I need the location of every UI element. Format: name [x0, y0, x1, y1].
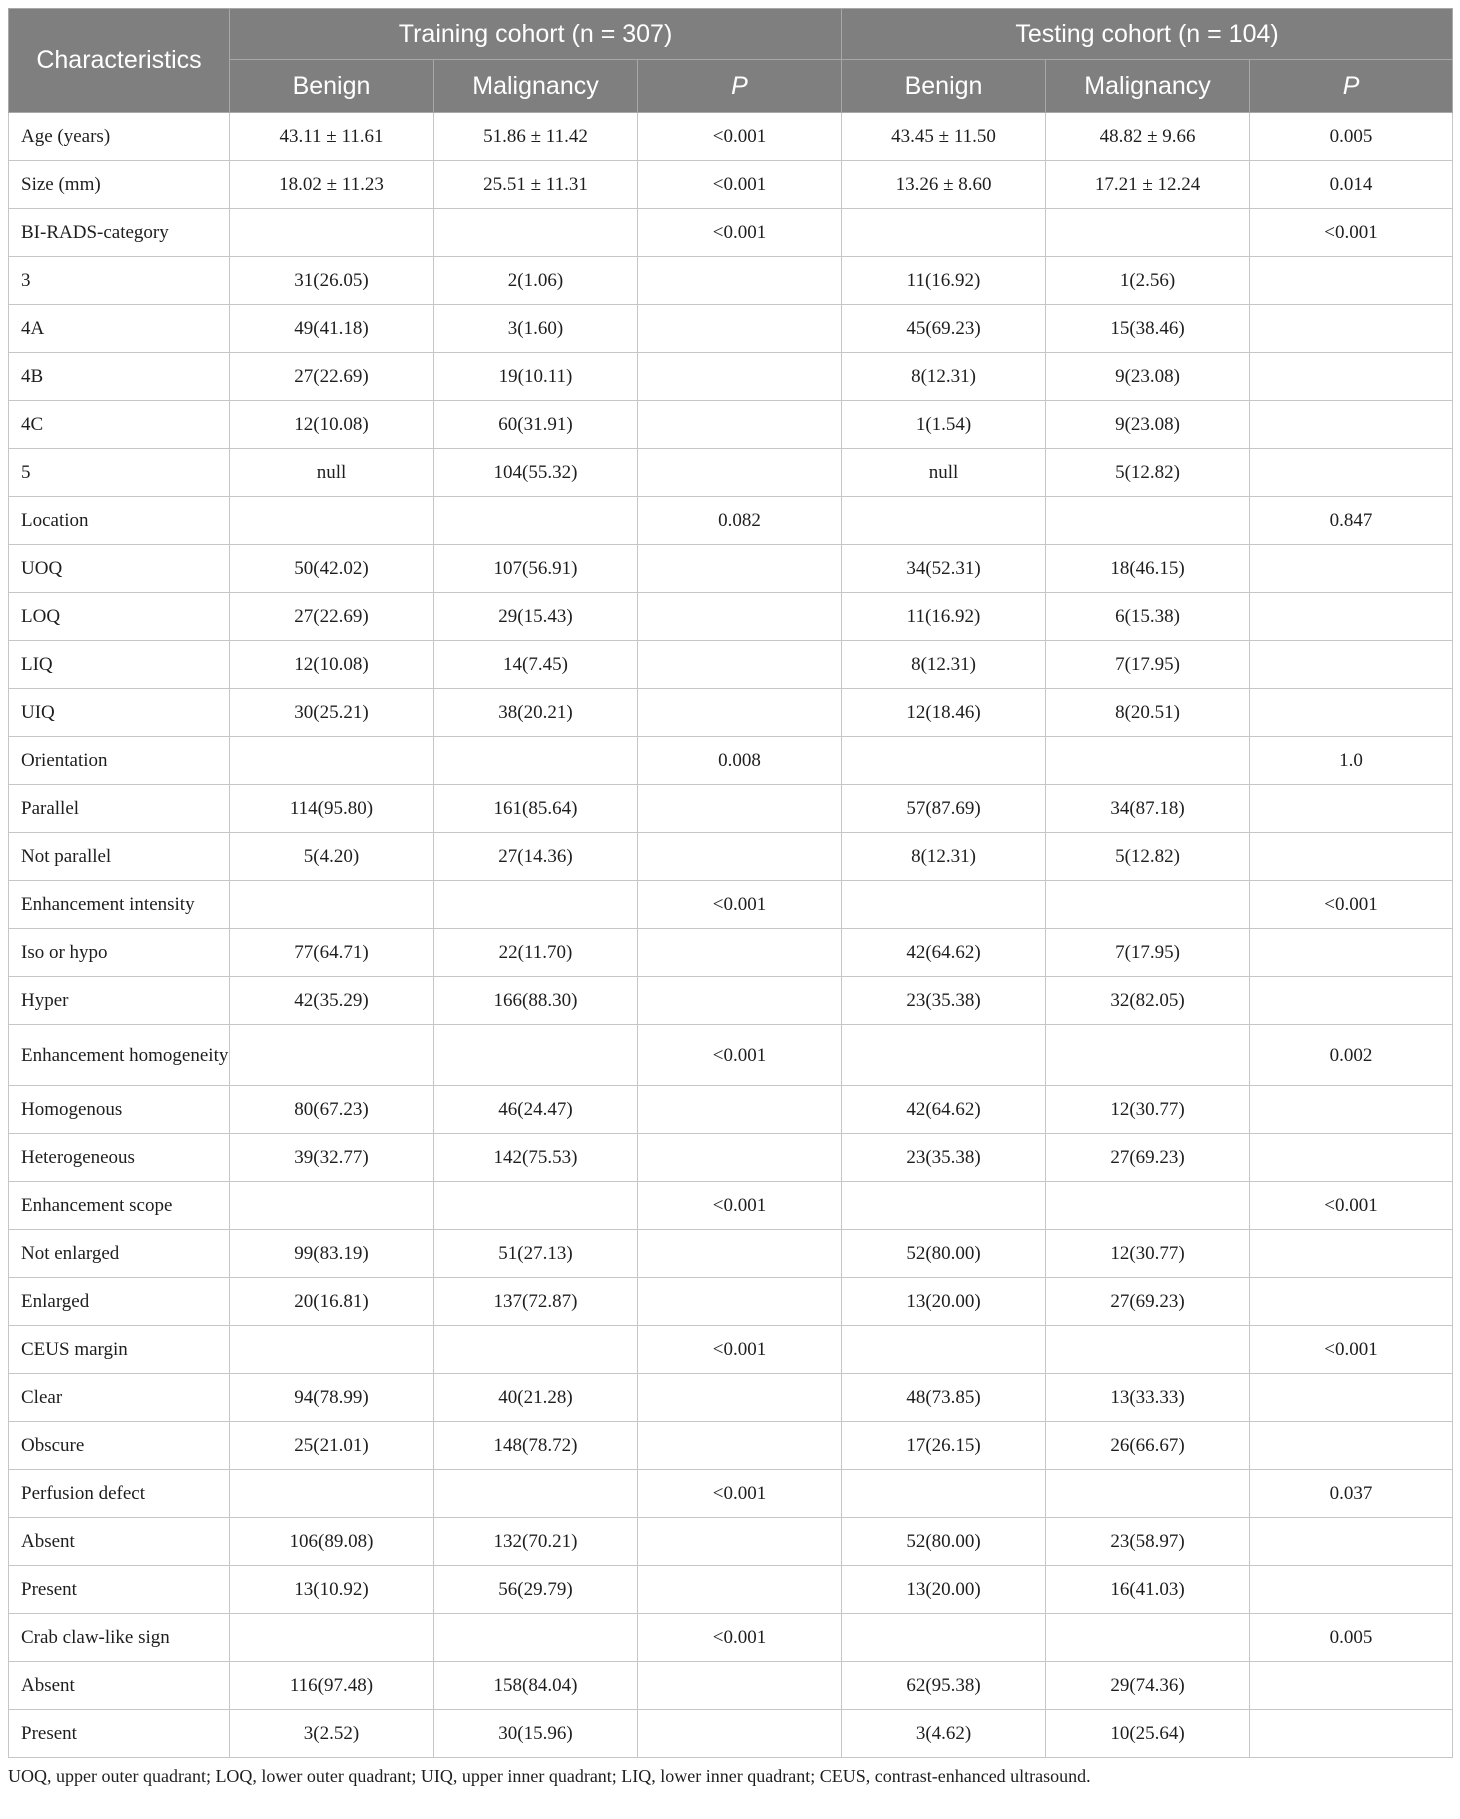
cell-training-benign: 27(22.69) [230, 353, 434, 401]
table-row [9, 497, 1453, 545]
cell-testing-p [1250, 449, 1453, 497]
row-label: UIQ [9, 689, 230, 737]
cell-training-malignancy: 104(55.32) [434, 449, 638, 497]
cell-testing-p [1250, 305, 1453, 353]
cell-testing-p [1250, 257, 1453, 305]
cell-testing-p: <0.001 [1250, 1326, 1453, 1374]
cell-testing-benign [842, 1326, 1046, 1374]
cell-testing-malignancy: 5(12.82) [1046, 449, 1250, 497]
cell-testing-malignancy: 15(38.46) [1046, 305, 1250, 353]
cell-testing-p [1250, 1662, 1453, 1710]
cell-training-p: <0.001 [638, 881, 842, 929]
cell-training-malignancy: 51.86 ± 11.42 [434, 113, 638, 161]
cell-training-benign: 94(78.99) [230, 1374, 434, 1422]
cell-testing-p [1250, 1710, 1453, 1758]
table-row [9, 1470, 1453, 1518]
cell-training-benign: 25(21.01) [230, 1422, 434, 1470]
cell-testing-benign: 57(87.69) [842, 785, 1046, 833]
cell-testing-malignancy [1046, 881, 1250, 929]
cell-testing-malignancy: 10(25.64) [1046, 1710, 1250, 1758]
cell-training-benign: 42(35.29) [230, 977, 434, 1025]
table-row [9, 1326, 1453, 1374]
cell-testing-p [1250, 593, 1453, 641]
table-row [9, 1518, 1453, 1566]
cell-training-malignancy: 3(1.60) [434, 305, 638, 353]
cell-testing-malignancy: 29(74.36) [1046, 1662, 1250, 1710]
table-row [9, 545, 1453, 593]
cell-training-p [638, 977, 842, 1025]
cell-testing-malignancy [1046, 209, 1250, 257]
row-label: LOQ [9, 593, 230, 641]
cell-testing-benign [842, 881, 1046, 929]
row-label: Enlarged [9, 1278, 230, 1326]
cell-training-p: <0.001 [638, 1326, 842, 1374]
cell-testing-p [1250, 1518, 1453, 1566]
cell-testing-malignancy: 12(30.77) [1046, 1230, 1250, 1278]
table-row [9, 353, 1453, 401]
cell-testing-malignancy: 12(30.77) [1046, 1086, 1250, 1134]
cell-testing-p [1250, 929, 1453, 977]
cell-training-p [638, 1422, 842, 1470]
row-label: Crab claw-like sign [9, 1614, 230, 1662]
cell-training-p [638, 1710, 842, 1758]
cell-testing-benign: 43.45 ± 11.50 [842, 113, 1046, 161]
cell-testing-malignancy: 48.82 ± 9.66 [1046, 113, 1250, 161]
cell-training-benign: 20(16.81) [230, 1278, 434, 1326]
header-training-cohort: Training cohort (n = 307) [230, 9, 842, 60]
cell-training-benign: 27(22.69) [230, 593, 434, 641]
cell-training-benign: 13(10.92) [230, 1566, 434, 1614]
cell-training-malignancy [434, 1614, 638, 1662]
table-row [9, 737, 1453, 785]
cell-testing-p [1250, 1422, 1453, 1470]
cell-testing-p: 1.0 [1250, 737, 1453, 785]
row-label: Size (mm) [9, 161, 230, 209]
cell-testing-malignancy: 16(41.03) [1046, 1566, 1250, 1614]
row-label: Age (years) [9, 113, 230, 161]
table-row [9, 833, 1453, 881]
row-label: Not enlarged [9, 1230, 230, 1278]
header-testing-malignancy: Malignancy [1046, 60, 1250, 113]
cell-testing-p [1250, 1134, 1453, 1182]
cell-testing-malignancy: 6(15.38) [1046, 593, 1250, 641]
cell-training-benign: 99(83.19) [230, 1230, 434, 1278]
cell-training-malignancy: 161(85.64) [434, 785, 638, 833]
cell-training-benign: 12(10.08) [230, 641, 434, 689]
row-label: 4A [9, 305, 230, 353]
row-label: Absent [9, 1662, 230, 1710]
table-container [8, 8, 1452, 1787]
cell-testing-malignancy: 17.21 ± 12.24 [1046, 161, 1250, 209]
row-label: Obscure [9, 1422, 230, 1470]
cell-training-p [638, 689, 842, 737]
header-training-benign: Benign [230, 60, 434, 113]
cell-training-benign: 43.11 ± 11.61 [230, 113, 434, 161]
row-label: Perfusion defect [9, 1470, 230, 1518]
characteristics-table [8, 8, 1453, 1758]
cell-training-p [638, 449, 842, 497]
cell-testing-benign: 13(20.00) [842, 1566, 1046, 1614]
cell-testing-malignancy: 27(69.23) [1046, 1278, 1250, 1326]
cell-training-malignancy: 19(10.11) [434, 353, 638, 401]
cell-training-benign: 5(4.20) [230, 833, 434, 881]
cell-testing-benign [842, 737, 1046, 785]
table-row [9, 689, 1453, 737]
cell-training-malignancy [434, 1182, 638, 1230]
cell-testing-p: <0.001 [1250, 881, 1453, 929]
cell-training-malignancy: 46(24.47) [434, 1086, 638, 1134]
header-training-p: P [638, 60, 842, 113]
cell-testing-benign: 11(16.92) [842, 593, 1046, 641]
cell-training-benign: 77(64.71) [230, 929, 434, 977]
cell-testing-p [1250, 1278, 1453, 1326]
cell-testing-malignancy: 9(23.08) [1046, 353, 1250, 401]
cell-testing-malignancy: 5(12.82) [1046, 833, 1250, 881]
cell-testing-p: 0.002 [1250, 1025, 1453, 1086]
cell-testing-malignancy: 23(58.97) [1046, 1518, 1250, 1566]
cell-testing-p: 0.014 [1250, 161, 1453, 209]
cell-training-p [638, 1566, 842, 1614]
row-label: Parallel [9, 785, 230, 833]
cell-training-malignancy: 25.51 ± 11.31 [434, 161, 638, 209]
table-row [9, 881, 1453, 929]
cell-testing-benign: 52(80.00) [842, 1518, 1046, 1566]
cell-training-benign: 18.02 ± 11.23 [230, 161, 434, 209]
cell-testing-malignancy: 7(17.95) [1046, 641, 1250, 689]
row-label: Present [9, 1566, 230, 1614]
cell-testing-p: 0.005 [1250, 113, 1453, 161]
cell-training-benign [230, 209, 434, 257]
table-row [9, 593, 1453, 641]
row-label: BI-RADS-category [9, 209, 230, 257]
cell-training-benign [230, 881, 434, 929]
cell-testing-benign: 48(73.85) [842, 1374, 1046, 1422]
cell-training-malignancy: 2(1.06) [434, 257, 638, 305]
cell-training-benign [230, 497, 434, 545]
row-label: Iso or hypo [9, 929, 230, 977]
cell-training-malignancy: 40(21.28) [434, 1374, 638, 1422]
table-row [9, 113, 1453, 161]
cell-training-benign: null [230, 449, 434, 497]
cell-testing-benign: 8(12.31) [842, 641, 1046, 689]
cell-training-malignancy: 27(14.36) [434, 833, 638, 881]
cell-training-malignancy: 14(7.45) [434, 641, 638, 689]
cell-testing-p [1250, 1566, 1453, 1614]
table-row [9, 1025, 1453, 1086]
cell-training-malignancy: 29(15.43) [434, 593, 638, 641]
table-row [9, 401, 1453, 449]
cell-training-p: <0.001 [638, 209, 842, 257]
row-label: 3 [9, 257, 230, 305]
cell-training-benign [230, 737, 434, 785]
cell-training-p [638, 1374, 842, 1422]
cell-training-p [638, 1278, 842, 1326]
table-row [9, 449, 1453, 497]
cell-testing-p [1250, 353, 1453, 401]
cell-training-malignancy [434, 1326, 638, 1374]
cell-testing-malignancy [1046, 1025, 1250, 1086]
cell-training-malignancy: 137(72.87) [434, 1278, 638, 1326]
cell-testing-p [1250, 785, 1453, 833]
header-characteristics: Characteristics [9, 9, 230, 113]
cell-testing-benign: null [842, 449, 1046, 497]
footnote: UOQ, upper outer quadrant; LOQ, lower outer quadrant; UIQ, upper inner quadrant; LIQ, lower inner quadrant; CEUS, contrast-enhanced ultrasound. [8, 1766, 1091, 1786]
cell-training-p [638, 1086, 842, 1134]
cell-testing-malignancy [1046, 497, 1250, 545]
cell-testing-malignancy: 9(23.08) [1046, 401, 1250, 449]
table-row [9, 1614, 1453, 1662]
cell-testing-malignancy [1046, 737, 1250, 785]
row-label: Present [9, 1710, 230, 1758]
row-label: 4C [9, 401, 230, 449]
cell-testing-benign: 52(80.00) [842, 1230, 1046, 1278]
cell-training-malignancy [434, 737, 638, 785]
cell-testing-p [1250, 1230, 1453, 1278]
row-label: UOQ [9, 545, 230, 593]
row-label: CEUS margin [9, 1326, 230, 1374]
table-row [9, 1422, 1453, 1470]
cell-training-p [638, 641, 842, 689]
cell-training-p: 0.008 [638, 737, 842, 785]
table-row [9, 1566, 1453, 1614]
cell-training-p [638, 833, 842, 881]
header-testing-p: P [1250, 60, 1453, 113]
cell-testing-p [1250, 689, 1453, 737]
cell-training-p [638, 353, 842, 401]
cell-testing-benign [842, 1614, 1046, 1662]
cell-training-benign [230, 1182, 434, 1230]
cell-training-p [638, 1662, 842, 1710]
table-row [9, 977, 1453, 1025]
table-row [9, 209, 1453, 257]
cell-training-benign: 114(95.80) [230, 785, 434, 833]
cell-training-p: <0.001 [638, 1025, 842, 1086]
row-label: LIQ [9, 641, 230, 689]
cell-training-p [638, 305, 842, 353]
cell-testing-benign [842, 209, 1046, 257]
table-row [9, 1662, 1453, 1710]
cell-testing-p [1250, 833, 1453, 881]
cell-training-p [638, 1134, 842, 1182]
cell-testing-p: 0.005 [1250, 1614, 1453, 1662]
cell-testing-benign: 34(52.31) [842, 545, 1046, 593]
table-row [9, 305, 1453, 353]
cell-testing-benign: 13.26 ± 8.60 [842, 161, 1046, 209]
row-label: Homogenous [9, 1086, 230, 1134]
cell-training-benign: 116(97.48) [230, 1662, 434, 1710]
cell-training-benign: 49(41.18) [230, 305, 434, 353]
cell-testing-benign: 1(1.54) [842, 401, 1046, 449]
cell-training-malignancy: 148(78.72) [434, 1422, 638, 1470]
cell-training-malignancy: 30(15.96) [434, 1710, 638, 1758]
cell-testing-malignancy: 26(66.67) [1046, 1422, 1250, 1470]
cell-testing-benign: 12(18.46) [842, 689, 1046, 737]
table-body [9, 113, 1453, 1758]
cell-testing-benign: 45(69.23) [842, 305, 1046, 353]
cell-training-malignancy: 51(27.13) [434, 1230, 638, 1278]
cell-training-malignancy: 166(88.30) [434, 977, 638, 1025]
cell-testing-benign [842, 1470, 1046, 1518]
cell-training-malignancy [434, 1470, 638, 1518]
cell-testing-p: <0.001 [1250, 209, 1453, 257]
cell-testing-malignancy: 7(17.95) [1046, 929, 1250, 977]
cell-testing-benign: 42(64.62) [842, 1086, 1046, 1134]
cell-testing-malignancy: 1(2.56) [1046, 257, 1250, 305]
row-label: Enhancement intensity [9, 881, 230, 929]
cell-testing-malignancy: 13(33.33) [1046, 1374, 1250, 1422]
cell-testing-malignancy: 32(82.05) [1046, 977, 1250, 1025]
cell-training-p [638, 929, 842, 977]
cell-training-benign: 31(26.05) [230, 257, 434, 305]
cell-training-p: <0.001 [638, 113, 842, 161]
cell-training-benign: 12(10.08) [230, 401, 434, 449]
cell-training-benign: 30(25.21) [230, 689, 434, 737]
cell-training-benign: 80(67.23) [230, 1086, 434, 1134]
cell-training-benign [230, 1025, 434, 1086]
cell-testing-malignancy [1046, 1614, 1250, 1662]
cell-training-p [638, 785, 842, 833]
cell-testing-p: 0.847 [1250, 497, 1453, 545]
row-label: Location [9, 497, 230, 545]
cell-testing-p [1250, 545, 1453, 593]
cell-training-benign: 50(42.02) [230, 545, 434, 593]
row-label: Hyper [9, 977, 230, 1025]
cell-testing-p [1250, 1086, 1453, 1134]
table-row [9, 161, 1453, 209]
cell-training-p [638, 545, 842, 593]
cell-training-benign: 3(2.52) [230, 1710, 434, 1758]
cell-training-malignancy [434, 1025, 638, 1086]
cell-training-benign: 39(32.77) [230, 1134, 434, 1182]
cell-training-benign: 106(89.08) [230, 1518, 434, 1566]
cell-testing-p: <0.001 [1250, 1182, 1453, 1230]
cell-training-p [638, 593, 842, 641]
cell-testing-benign: 17(26.15) [842, 1422, 1046, 1470]
cell-testing-malignancy: 18(46.15) [1046, 545, 1250, 593]
header-training-malignancy: Malignancy [434, 60, 638, 113]
cell-testing-p [1250, 977, 1453, 1025]
cell-training-malignancy: 107(56.91) [434, 545, 638, 593]
cell-training-malignancy: 38(20.21) [434, 689, 638, 737]
cell-testing-benign [842, 1025, 1046, 1086]
cell-training-benign [230, 1470, 434, 1518]
cell-testing-benign: 23(35.38) [842, 977, 1046, 1025]
cell-testing-benign: 62(95.38) [842, 1662, 1046, 1710]
table-row [9, 1086, 1453, 1134]
cell-training-malignancy [434, 209, 638, 257]
table-row [9, 1278, 1453, 1326]
cell-testing-benign [842, 497, 1046, 545]
cell-training-p: <0.001 [638, 1614, 842, 1662]
row-label: 5 [9, 449, 230, 497]
table-row [9, 1710, 1453, 1758]
table-row [9, 1230, 1453, 1278]
cell-testing-p [1250, 1374, 1453, 1422]
table-row [9, 257, 1453, 305]
cell-testing-benign: 42(64.62) [842, 929, 1046, 977]
cell-training-malignancy: 60(31.91) [434, 401, 638, 449]
cell-testing-malignancy [1046, 1326, 1250, 1374]
cell-training-p: <0.001 [638, 161, 842, 209]
cell-training-p [638, 1230, 842, 1278]
cell-testing-benign: 8(12.31) [842, 833, 1046, 881]
row-label: 4B [9, 353, 230, 401]
cell-testing-benign: 23(35.38) [842, 1134, 1046, 1182]
cell-testing-benign: 13(20.00) [842, 1278, 1046, 1326]
table-row [9, 1134, 1453, 1182]
cell-training-p [638, 401, 842, 449]
cell-training-p: 0.082 [638, 497, 842, 545]
cell-training-p [638, 1518, 842, 1566]
cell-testing-malignancy: 27(69.23) [1046, 1134, 1250, 1182]
header-testing-cohort: Testing cohort (n = 104) [842, 9, 1453, 60]
cell-testing-benign: 8(12.31) [842, 353, 1046, 401]
table-row [9, 929, 1453, 977]
cell-testing-malignancy [1046, 1470, 1250, 1518]
cell-training-p [638, 257, 842, 305]
cell-training-benign [230, 1614, 434, 1662]
row-label: Enhancement scope [9, 1182, 230, 1230]
header-testing-benign: Benign [842, 60, 1046, 113]
cell-training-malignancy: 56(29.79) [434, 1566, 638, 1614]
row-label: Enhancement homogeneity [9, 1025, 230, 1086]
cell-testing-p [1250, 641, 1453, 689]
row-label: Absent [9, 1518, 230, 1566]
cell-training-p: <0.001 [638, 1182, 842, 1230]
cell-training-malignancy: 142(75.53) [434, 1134, 638, 1182]
cell-testing-p: 0.037 [1250, 1470, 1453, 1518]
cell-testing-malignancy: 34(87.18) [1046, 785, 1250, 833]
cell-training-malignancy: 132(70.21) [434, 1518, 638, 1566]
cell-testing-benign: 11(16.92) [842, 257, 1046, 305]
row-label: Clear [9, 1374, 230, 1422]
table-row [9, 1182, 1453, 1230]
table-row [9, 1374, 1453, 1422]
row-label: Orientation [9, 737, 230, 785]
cell-testing-p [1250, 401, 1453, 449]
table-row [9, 641, 1453, 689]
cell-testing-malignancy [1046, 1182, 1250, 1230]
cell-training-p: <0.001 [638, 1470, 842, 1518]
cell-training-benign [230, 1326, 434, 1374]
cell-testing-malignancy: 8(20.51) [1046, 689, 1250, 737]
cell-training-malignancy: 158(84.04) [434, 1662, 638, 1710]
row-label: Heterogeneous [9, 1134, 230, 1182]
cell-training-malignancy: 22(11.70) [434, 929, 638, 977]
row-label: Not parallel [9, 833, 230, 881]
table-row [9, 785, 1453, 833]
cell-testing-benign: 3(4.62) [842, 1710, 1046, 1758]
cell-training-malignancy [434, 497, 638, 545]
cell-training-malignancy [434, 881, 638, 929]
cell-testing-benign [842, 1182, 1046, 1230]
